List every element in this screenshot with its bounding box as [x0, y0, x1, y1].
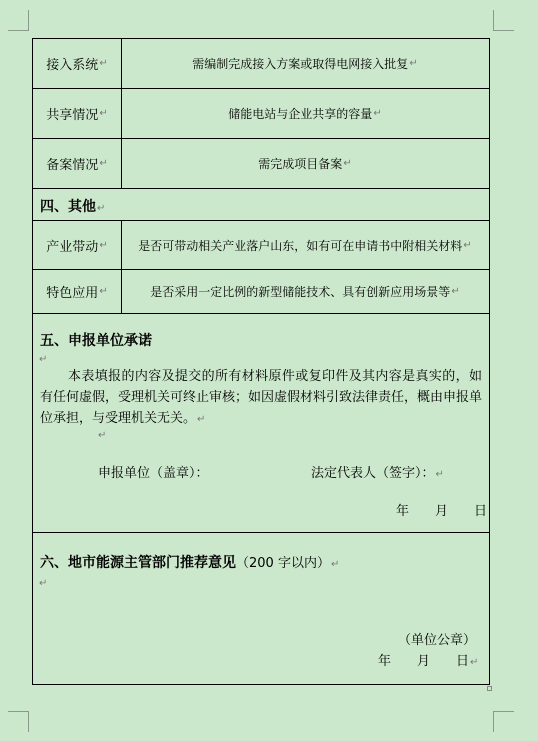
- row-value-cell[interactable]: [121, 89, 489, 138]
- legal-representative-label: 法定代表人（签字）：↵: [311, 466, 444, 481]
- paragraph-mark-icon: ↵: [373, 108, 382, 119]
- table-row-industry: [33, 221, 489, 270]
- paragraph-mark-icon: ↵: [451, 286, 460, 297]
- paragraph-mark-icon: ↵: [99, 158, 108, 169]
- seal-label: （单位公章）: [398, 633, 477, 648]
- row-label: 共享情况: [46, 108, 99, 123]
- row-value: 需完成项目备案: [258, 157, 343, 171]
- commitment-date: 年 月 日: [396, 504, 488, 519]
- section-4-header-row: [33, 189, 489, 221]
- paragraph-mark-icon: ↵: [97, 203, 106, 214]
- row-label: 产业带动: [46, 239, 99, 255]
- paragraph-mark-icon: ↵: [39, 578, 48, 589]
- table-row-sharing: [33, 89, 489, 139]
- paragraph-mark-icon: ↵: [99, 286, 108, 297]
- row-value: 是否可带动相关产业落户山东，如有可在申请书中附相关材料: [138, 238, 463, 253]
- section-6-recommendation[interactable]: [33, 533, 489, 684]
- paragraph-mark-icon: ↵: [99, 239, 108, 251]
- paragraph-mark-icon: ↵: [39, 354, 48, 365]
- row-label-cell: [33, 270, 122, 313]
- row-value-cell[interactable]: [121, 39, 489, 88]
- row-value-cell[interactable]: [121, 139, 489, 188]
- row-value: 需编制完成接入方案或取得电网接入批复: [192, 57, 409, 71]
- applicant-label: 申报单位（盖章）：: [98, 466, 209, 481]
- paragraph-mark-icon: ↵: [99, 108, 108, 119]
- section-5-title: 五、申报单位承诺: [40, 333, 152, 349]
- table-row-filing: [33, 139, 489, 189]
- section-4-title: 四、其他↵: [40, 199, 106, 215]
- paragraph-mark-icon: ↵: [99, 58, 108, 69]
- table-resize-handle[interactable]: [487, 686, 492, 691]
- row-label: 特色应用: [46, 286, 99, 301]
- row-label: 接入系统: [46, 58, 99, 73]
- application-form-table: [32, 38, 490, 685]
- row-value-cell[interactable]: [121, 270, 489, 313]
- paragraph-mark-icon: ↵: [98, 430, 107, 441]
- section-6-title-note: （200 字以内）: [236, 556, 330, 571]
- crop-mark-bottom-left: [8, 711, 29, 732]
- crop-mark-top-left: [8, 10, 29, 31]
- crop-mark-top-right: [493, 10, 514, 31]
- row-label-cell: [33, 89, 122, 138]
- row-value: 是否采用一定比例的新型储能技术、具有创新应用场景等: [150, 285, 451, 299]
- commitment-text: 本表填报的内容及提交的所有材料原件或复印件及其内容是真实的，如有任何虚假，受理机关可终止审核；如因虚假材料引致法律责任，概由申报单位承担，与受理机关无关。↵: [40, 369, 483, 426]
- row-value-cell[interactable]: [121, 221, 489, 269]
- section-6-title: 六、地市能源主管部门推荐意见（200 字以内）↵: [40, 555, 340, 571]
- paragraph-mark-icon: ↵: [343, 158, 352, 169]
- paragraph-mark-icon: ↵: [463, 239, 472, 251]
- row-value: 储能电站与企业共享的容量: [228, 107, 373, 121]
- section-5-commitment[interactable]: [33, 314, 489, 533]
- table-row-special-application: [33, 270, 489, 314]
- crop-mark-bottom-right: [493, 711, 514, 732]
- row-label-cell: [33, 221, 122, 269]
- row-label-cell: [33, 39, 122, 88]
- row-label-cell: [33, 139, 122, 188]
- row-label: 备案情况: [46, 158, 99, 173]
- paragraph-mark-icon: ↵: [409, 58, 418, 69]
- recommendation-date: 年 月 日↵: [378, 654, 479, 669]
- table-row-access-system: [33, 39, 489, 89]
